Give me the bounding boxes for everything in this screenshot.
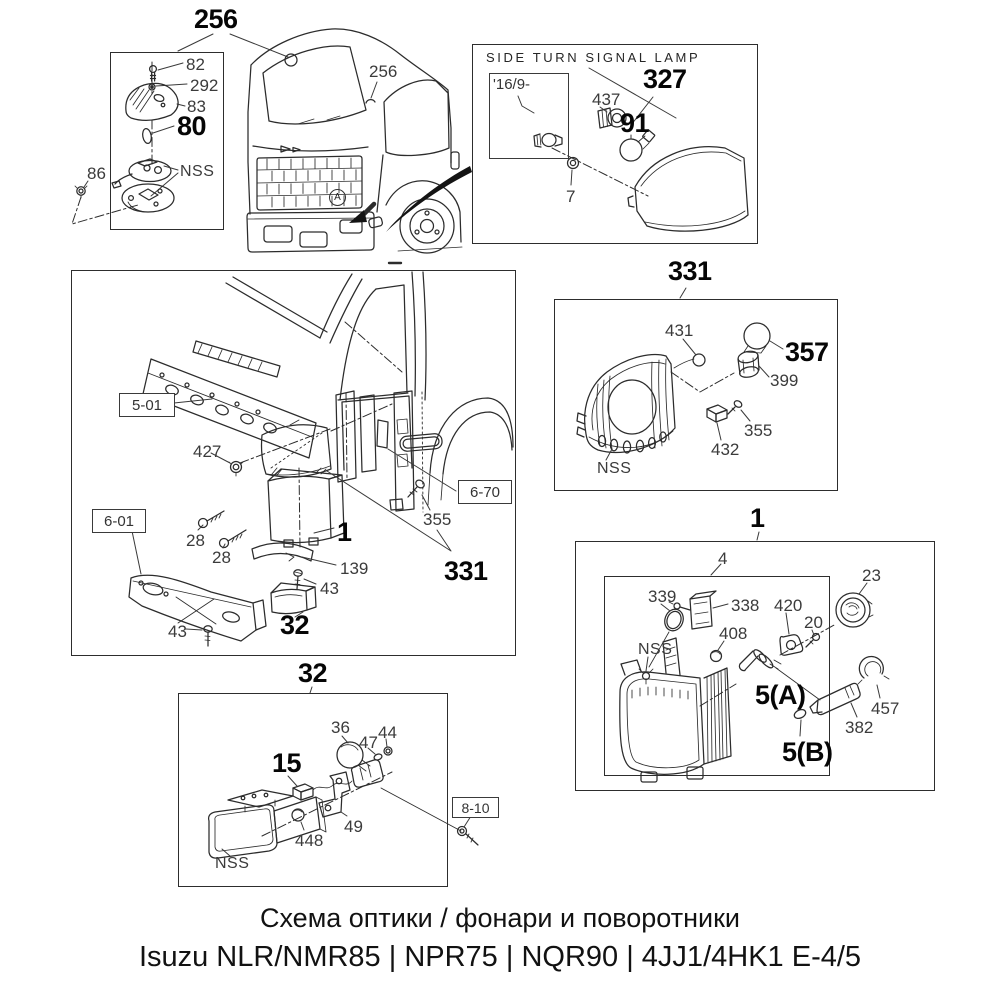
part-5b-label: 5(B): [782, 737, 833, 767]
callout-1: 1: [750, 503, 765, 533]
part-4-label: 4: [718, 549, 728, 568]
part-91-label: 91: [620, 108, 650, 138]
part-339-label: 339: [648, 587, 677, 606]
part-355-cab-label: 355: [423, 510, 452, 529]
part-355-ts-label: 355: [744, 421, 773, 440]
ref-screw-8-10: [452, 797, 499, 818]
part-327-label: 327: [643, 64, 687, 94]
part-5a-label: 5(A): [755, 680, 806, 710]
part-408-label: 408: [719, 624, 748, 643]
ref-fender-6-70: [458, 480, 512, 504]
part-7-label: 7: [566, 187, 576, 206]
side-turn-title: SIDE TURN SIGNAL LAMP: [486, 50, 701, 65]
marker-a-label: A: [334, 192, 341, 203]
part-44-label: 44: [378, 723, 397, 742]
part-437-label: 437: [592, 90, 621, 109]
part-331-cab-label: 331: [444, 556, 488, 586]
part-82-label: 82: [186, 55, 205, 74]
part-427-label: 427: [193, 442, 222, 461]
part-399-label: 399: [770, 371, 799, 390]
cab-front-drawing: [247, 29, 472, 263]
panel-cab-side: [71, 270, 516, 656]
part-36-label: 36: [331, 718, 350, 737]
part-49-label: 49: [344, 817, 363, 836]
ref-8-10-label: 8-10: [461, 799, 490, 816]
footer-title-ru: Схема оптики / фонари и поворотники: [259, 903, 740, 933]
part-43b-label: 43: [168, 622, 187, 641]
part-80-label: 80: [177, 111, 207, 141]
footer-title-models: Isuzu NLR/NMR85 | NPR75 | NQR90 | 4JJ1/4HK1 E-4/5: [138, 941, 862, 973]
part-420-label: 420: [774, 596, 803, 615]
part-357-label: 357: [785, 337, 829, 367]
ref-6-01-label: 6-01: [103, 512, 135, 530]
marker-a-badge: [329, 189, 346, 206]
part-28a-label: 28: [186, 531, 205, 550]
callout-256-top: 256: [194, 4, 238, 34]
part-1-cab-label: 1: [337, 517, 352, 547]
callout-32: 32: [298, 658, 328, 688]
ref-5-01-label: 5-01: [131, 396, 163, 414]
part-83-label: 83: [187, 97, 206, 116]
callout-256-truck: 256: [369, 62, 398, 81]
nss-fog-lamp: NSS: [215, 855, 250, 872]
callout-331: 331: [668, 256, 712, 286]
part-457-label: 457: [871, 699, 900, 718]
part-32-cab-label: 32: [280, 610, 310, 640]
part-47-label: 47: [359, 733, 378, 752]
variant-label: '16/9-: [493, 76, 531, 93]
part-28b-label: 28: [212, 548, 231, 567]
part-338-label: 338: [731, 596, 760, 615]
part-431-label: 431: [665, 321, 694, 340]
part-292-label: 292: [190, 76, 219, 95]
nss-turn-signal: NSS: [597, 460, 632, 477]
panel-variant-16-9: [489, 73, 569, 159]
part-139-label: 139: [340, 559, 369, 578]
part-382-label: 382: [845, 718, 874, 737]
ref-front-panel-5-01: [119, 393, 175, 417]
nss-clearance: NSS: [180, 163, 215, 180]
ref-6-70-label: 6-70: [469, 483, 501, 501]
part-15-label: 15: [272, 748, 302, 778]
part-23-label: 23: [862, 566, 881, 585]
part-448-label: 448: [295, 831, 324, 850]
nss-headlamp: NSS: [638, 641, 673, 658]
part-432-label: 432: [711, 440, 740, 459]
ref-bumper-6-01: [92, 509, 146, 533]
part-20-label: 20: [804, 613, 823, 632]
part-43a-label: 43: [320, 579, 339, 598]
part-86-label: 86: [87, 164, 106, 183]
